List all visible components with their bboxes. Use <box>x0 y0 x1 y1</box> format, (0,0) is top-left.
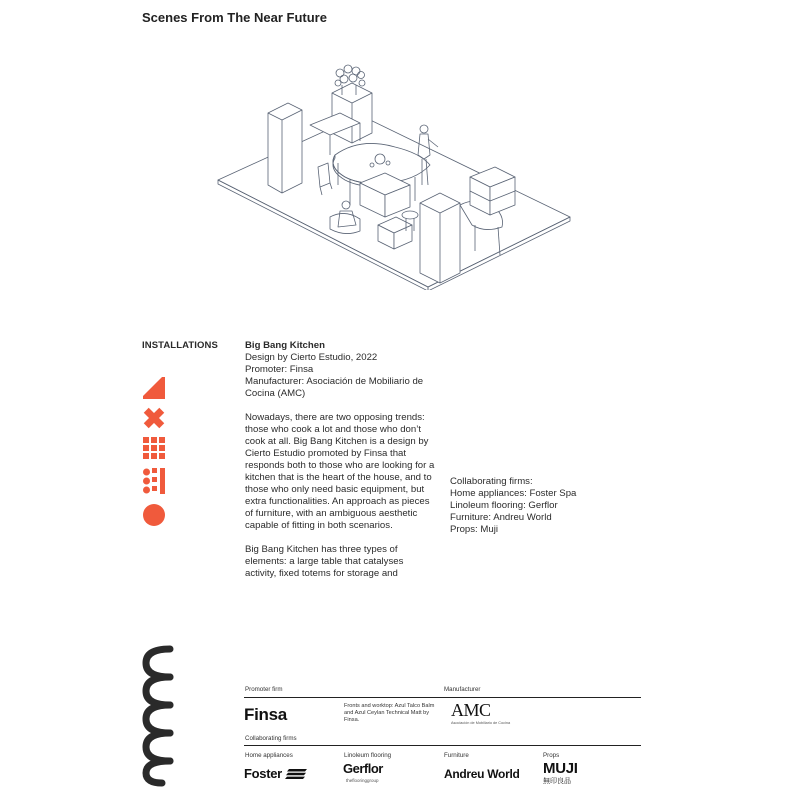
icon-column <box>142 376 166 528</box>
andreu-world-logo: Andreu World <box>444 767 520 781</box>
circle-icon <box>143 504 165 526</box>
project-promoter: Promoter: Finsa <box>245 364 314 375</box>
furniture-label: Furniture <box>444 752 469 759</box>
collab-item: Home appliances: Foster Spa <box>450 488 577 499</box>
foster-logo <box>244 766 307 781</box>
diagonal-square-icon <box>143 377 165 399</box>
text-column-left <box>245 340 435 592</box>
foster-stripes-icon <box>285 769 307 779</box>
dots-icon <box>143 468 165 494</box>
divider <box>244 697 641 698</box>
grid-icon <box>143 437 165 459</box>
page-title: Scenes From The Near Future <box>142 10 327 25</box>
section-label: INSTALLATIONS <box>142 340 218 351</box>
project-designer: Design by Cierto Estudio, 2022 <box>245 352 378 363</box>
project-manufacturer: Manufacturer: Asociación de Mobiliario de Cocina (AMC) <box>245 376 424 399</box>
muji-logo: MUJI <box>543 760 578 777</box>
installation-illustration <box>210 55 580 290</box>
promoter-label: Promoter firm <box>245 686 283 693</box>
text-column-right <box>450 334 640 548</box>
props-label: Props <box>543 752 560 759</box>
project-elements-text: Big Bang Kitchen has three types of elements: a large table that catalyses activity, fixed totems for storage and <box>245 544 404 579</box>
home-appliances-label: Home appliances <box>245 752 293 759</box>
linoleum-label: Linoleum flooring <box>344 752 392 759</box>
muji-subtitle: 無印良品 <box>543 778 571 785</box>
manufacturer-label: Manufacturer <box>444 686 481 693</box>
chain-logo-icon <box>140 643 178 788</box>
collab-item: Linoleum flooring: Gerflor <box>450 500 558 511</box>
project-description: Nowadays, there are two opposing trends: those who cook a lot and those who don’t cook at all. Big Bang Kitchen is a design by Cierto Estudio promoted by Finsa that responds both to those who are looking for a kitchen that is the heart of the house, and to those who only need basic equipment, but extra functionalities. An approach as pieces of furniture, with an ambiguous aesthetic capable of fitting in both scenarios. <box>245 412 435 531</box>
collab-item: Furniture: Andreu World <box>450 512 552 523</box>
collab-item: Props: Muji <box>450 524 498 535</box>
project-title: Big Bang Kitchen <box>245 340 325 351</box>
gerflor-subtitle: theflooringgroup <box>346 778 379 783</box>
collaborating-label: Collaborating firms <box>245 735 297 742</box>
amc-subtitle: Asociación de Mobiliario de Cocina <box>451 721 511 725</box>
amc-logo: AMC <box>451 700 491 720</box>
cross-icon <box>144 408 165 429</box>
finsa-logo: Finsa <box>244 705 287 724</box>
foster-logo-text: Foster <box>244 766 282 781</box>
promoter-note: Fronts and worktop: Azul Talco Balm and Azul Ceylan Technical Matt by Finsa. <box>344 703 435 723</box>
divider <box>244 745 641 746</box>
collab-heading: Collaborating firms: <box>450 476 533 487</box>
gerflor-logo: Gerflor <box>343 761 383 776</box>
